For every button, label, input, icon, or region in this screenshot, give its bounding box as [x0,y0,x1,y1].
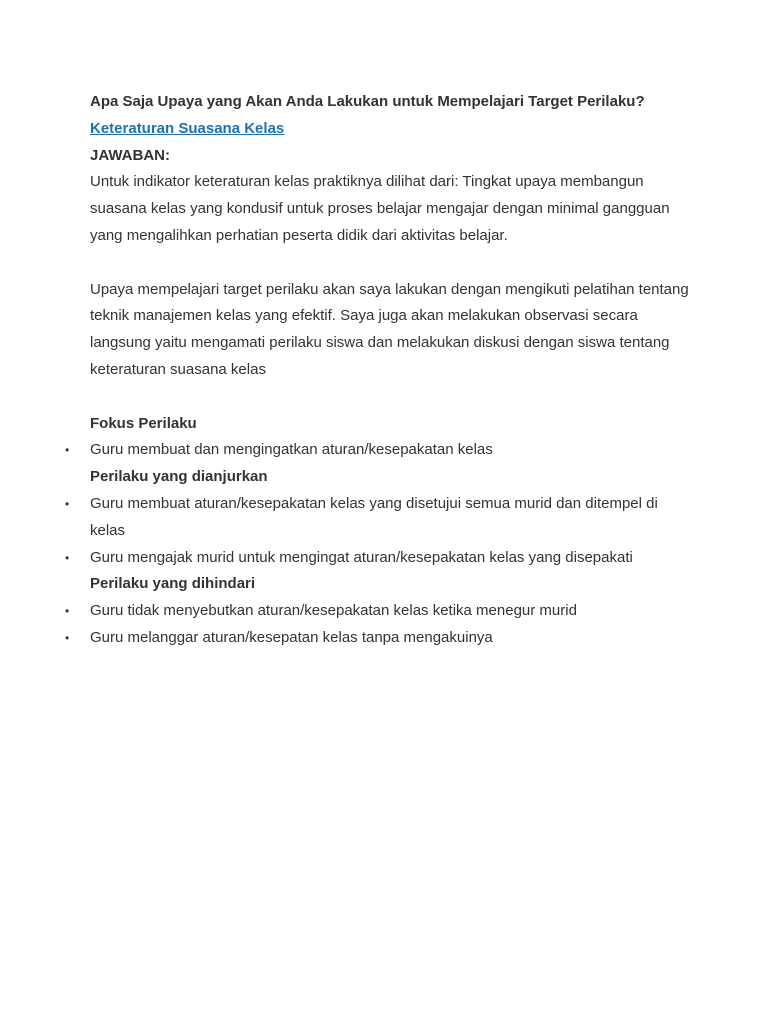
paragraph-effort: Upaya mempelajari target perilaku akan saya lakukan dengan mengikuti pelatihan tentang teknik manajemen kelas yang efektif. Saya juga akan melakukan observasi secara langsung yaitu mengamati perilaku siswa dan melakukan diskusi dengan siswa tentang keteraturan suasana kelas [90,280,689,378]
question-text: Apa Saja Upaya yang Akan Anda Lakukan untuk Mempelajari Target Perilaku? [90,93,645,110]
list-item [65,598,690,625]
bullet-icon: • [65,496,70,511]
document-body [65,89,690,652]
bullet-icon: • [65,443,70,458]
list-item-text: Guru tidak menyebutkan aturan/kesepakatan kelas ketika menegur murid [90,602,577,620]
list-avoided [65,598,690,652]
paragraph-spacer [90,250,690,277]
answer-label: JAWABAN: [90,146,171,164]
question-heading [90,89,690,143]
list-item-text: Guru membuat aturan/kesepakatan kelas yang disetujui semua murid dan ditempel di kelas [90,494,658,539]
question-topic-link[interactable]: Keteraturan Suasana Kelas [90,119,285,137]
paragraph-spacer [90,384,690,411]
bullet-icon: • [65,550,70,565]
list-item-text: Guru membuat dan mengingatkan aturan/kesepakatan kelas [90,441,493,459]
bullet-icon: • [65,630,70,645]
list-item-text: Guru melanggar aturan/kesepatan kelas tanpa mengakuinya [90,628,493,646]
list-item [65,545,690,572]
list-item [65,437,690,464]
paragraph-indicator: Untuk indikator keteraturan kelas praktiknya dilihat dari: Tingkat upaya membangun suasana kelas yang kondusif untuk proses belajar mengajar dengan minimal gangguan yang mengalihkan perhatian peserta didik dari aktivitas belajar. [90,173,670,244]
list-focus [65,437,690,464]
section-heading-recommended: Perilaku yang dianjurkan [90,468,268,486]
list-item [65,491,690,545]
list-item [65,625,690,652]
list-item-text: Guru mengajak murid untuk mengingat aturan/kesepakatan kelas yang disepakati [90,548,633,566]
bullet-icon: • [65,604,70,619]
list-recommended [65,491,690,571]
section-heading-avoided: Perilaku yang dihindari [90,575,256,593]
section-heading-focus: Fokus Perilaku [90,414,197,432]
